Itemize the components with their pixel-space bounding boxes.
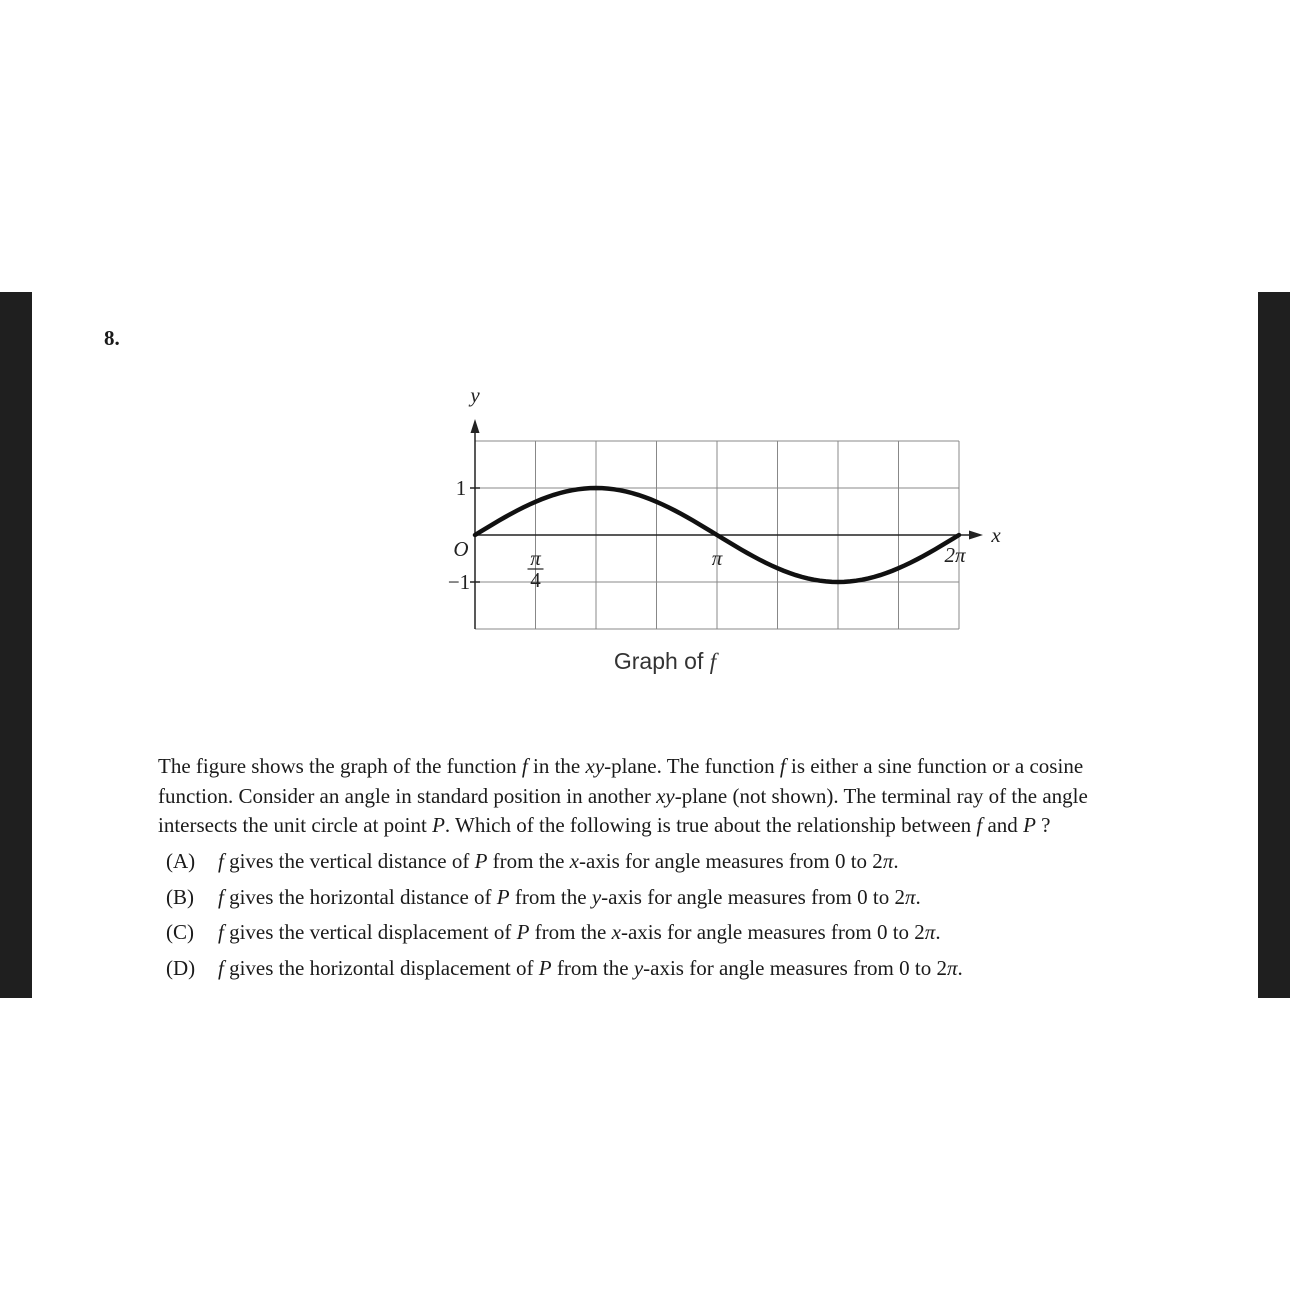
graph-caption <box>614 648 720 674</box>
origin-label: O <box>453 537 469 561</box>
choice-letter: (C) <box>166 920 194 944</box>
answer-choices <box>166 846 963 988</box>
choice-text: f gives the horizontal displacement of P from the y-axis for angle measures from 0 to 2π. <box>218 955 963 980</box>
choice-text: f gives the vertical displacement of P from the x-axis for angle measures from 0 to 2π. <box>218 920 941 944</box>
choice-letter: (A) <box>166 849 196 873</box>
choice-text: f gives the vertical distance of P from the x-axis for angle measures from 0 to 2π. <box>218 849 899 873</box>
y-tick-label-neg1: −1 <box>447 570 471 594</box>
question-stem: The figure shows the graph of the function f in the xy-plane. The function f is either a sine function or a cosine function. Consider an angle in standard position in another xy-plane (not shown). The terminal ray of the angle intersects the unit circle at point P. Which of the following is true about the relationship between f and P ? <box>158 754 1088 837</box>
choice-a[interactable] <box>166 846 963 882</box>
question-number: 8. <box>104 326 120 350</box>
choice-text: f gives the horizontal distance of P from the y-axis for angle measures from 0 to 2π. <box>218 884 921 909</box>
choice-letter: (B) <box>166 884 194 909</box>
left-dark-bar <box>0 292 32 998</box>
y-axis-arrow-icon <box>471 419 480 433</box>
choice-letter: (D) <box>166 955 196 980</box>
graph-caption-variable: f <box>709 649 717 674</box>
y-axis-label: y <box>470 383 480 407</box>
y-tick-label-1: 1 <box>455 476 467 500</box>
right-dark-bar <box>1258 292 1290 998</box>
graph-of-f <box>430 380 1001 680</box>
choice-d[interactable] <box>166 953 963 989</box>
choice-b[interactable] <box>166 882 963 918</box>
graph-caption-text: Graph of <box>613 648 710 674</box>
choice-c[interactable] <box>166 917 963 953</box>
x-tick-label-pi: π <box>711 546 723 570</box>
x-axis-label: x <box>991 523 1001 547</box>
x-axis-arrow-icon <box>969 531 983 540</box>
x-tick-label-pi-over-4-denominator: 4 <box>530 568 541 592</box>
x-tick-label-2pi: 2π <box>944 543 966 567</box>
x-tick-label-pi-over-4-numerator: π <box>530 546 541 570</box>
